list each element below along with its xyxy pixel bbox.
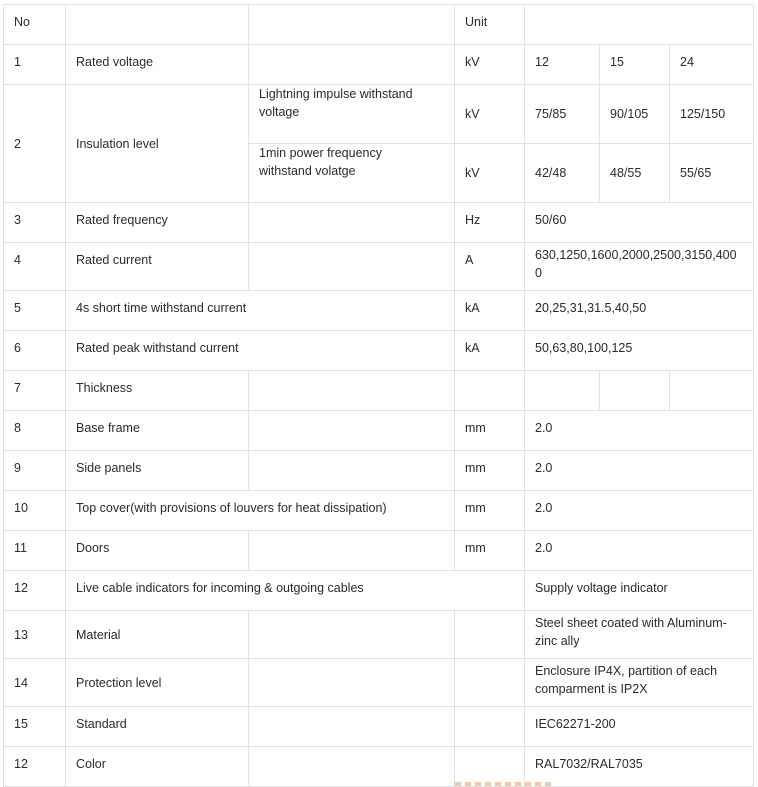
table-row: [4, 659, 754, 707]
row-no: 11: [4, 531, 66, 571]
row-unit: kA: [455, 291, 525, 331]
subitem-label-line2: withstand volatge: [259, 164, 356, 178]
row-value: 2.0: [525, 531, 754, 571]
row-item: 4s short time withstand current: [66, 291, 455, 331]
row-no: 10: [4, 491, 66, 531]
header-unit: Unit: [455, 5, 525, 45]
row-no: 15: [4, 707, 66, 747]
row-item: Side panels: [66, 451, 249, 491]
row-no: 8: [4, 411, 66, 451]
row-unit: [455, 371, 525, 411]
row-item: Standard: [66, 707, 249, 747]
row-no: 7: [4, 371, 66, 411]
header-values: [525, 5, 754, 45]
row-item: Color: [66, 747, 249, 787]
row-unit: kV: [455, 45, 525, 85]
row-item: Base frame: [66, 411, 249, 451]
header-item: [66, 5, 249, 45]
table-row: [4, 531, 754, 571]
table-header-row: [4, 5, 754, 45]
table-row: [4, 707, 754, 747]
row-no: 4: [4, 243, 66, 291]
table-row: [4, 411, 754, 451]
subitem-label-line1: 1min power frequency: [259, 146, 382, 160]
row-no: 12: [4, 747, 66, 787]
table-row: [4, 611, 754, 659]
row-value-24kv: [670, 371, 754, 411]
row-subitem: [249, 747, 455, 787]
table-row: [4, 45, 754, 85]
table-row: [4, 85, 754, 144]
subitem-label-line1: Lightning impulse withstand: [259, 87, 413, 101]
row-value-15kv: 15: [600, 45, 670, 85]
row-subitem: [249, 451, 455, 491]
row-item: Rated current: [66, 243, 249, 291]
row-no: 5: [4, 291, 66, 331]
row-value-12kv: 42/48: [525, 144, 600, 203]
row-unit: kV: [455, 144, 525, 203]
row-value: Supply voltage indicator: [525, 571, 754, 611]
row-no: 1: [4, 45, 66, 85]
row-value-15kv: 90/105: [600, 85, 670, 144]
row-value-12kv: 75/85: [525, 85, 600, 144]
row-unit: mm: [455, 491, 525, 531]
row-no: 2: [4, 85, 66, 203]
row-subitem: [249, 411, 455, 451]
header-subitem: [249, 5, 455, 45]
row-unit: A: [455, 243, 525, 291]
row-subitem: [249, 144, 455, 203]
row-value: 20,25,31,31.5,40,50: [525, 291, 754, 331]
table-row: [4, 747, 754, 787]
row-unit: mm: [455, 451, 525, 491]
row-value-24kv: 55/65: [670, 144, 754, 203]
table-row: [4, 371, 754, 411]
row-no: 12: [4, 571, 66, 611]
row-value: 630,1250,1600,2000,2500,3150,4000: [525, 243, 754, 291]
row-value-15kv: [600, 371, 670, 411]
row-no: 13: [4, 611, 66, 659]
row-value: 50,63,80,100,125: [525, 331, 754, 371]
row-value: 50/60: [525, 203, 754, 243]
row-unit: mm: [455, 531, 525, 571]
row-unit: mm: [455, 411, 525, 451]
row-value-24kv: 125/150: [670, 85, 754, 144]
row-item: Doors: [66, 531, 249, 571]
row-value: 2.0: [525, 411, 754, 451]
table-row: [4, 203, 754, 243]
table-row: [4, 243, 754, 291]
row-item: Live cable indicators for incoming & outgoing cables: [66, 571, 525, 611]
row-value-12kv: [525, 371, 600, 411]
row-subitem: [249, 243, 455, 291]
row-item: Rated voltage: [66, 45, 249, 85]
row-subitem: [249, 203, 455, 243]
row-unit: [455, 707, 525, 747]
row-item: Thickness: [66, 371, 249, 411]
row-value: 2.0: [525, 451, 754, 491]
table-row: [4, 571, 754, 611]
row-value: IEC62271-200: [525, 707, 754, 747]
row-value-12kv: 12: [525, 45, 600, 85]
cropped-link-fragment: [455, 782, 555, 786]
row-value: 2.0: [525, 491, 754, 531]
row-subitem: [249, 611, 455, 659]
subitem-label-line2: voltage: [259, 105, 300, 119]
table-row: [4, 451, 754, 491]
row-unit: Hz: [455, 203, 525, 243]
row-no: 14: [4, 659, 66, 707]
row-value-15kv: 48/55: [600, 144, 670, 203]
row-subitem: [249, 531, 455, 571]
row-value: Steel sheet coated with Aluminum-zinc ally: [525, 611, 754, 659]
row-unit: [455, 747, 525, 787]
table-row: [4, 291, 754, 331]
row-unit: kA: [455, 331, 525, 371]
table-row: [4, 491, 754, 531]
table-row: [4, 331, 754, 371]
row-item: Rated peak withstand current: [66, 331, 455, 371]
row-unit: [455, 611, 525, 659]
specification-table: [3, 4, 754, 787]
row-item: Rated frequency: [66, 203, 249, 243]
header-no: No: [4, 5, 66, 45]
row-unit: [455, 659, 525, 707]
row-subitem: [249, 707, 455, 747]
row-subitem: [249, 85, 455, 144]
row-subitem: [249, 45, 455, 85]
row-subitem: [249, 371, 455, 411]
row-subitem: [249, 659, 455, 707]
row-item: Top cover(with provisions of louvers for heat dissipation): [66, 491, 455, 531]
row-item: Material: [66, 611, 249, 659]
row-no: 3: [4, 203, 66, 243]
row-no: 9: [4, 451, 66, 491]
row-no: 6: [4, 331, 66, 371]
row-unit: kV: [455, 85, 525, 144]
row-item: Protection level: [66, 659, 249, 707]
row-value: Enclosure IP4X, partition of each comparment is IP2X: [525, 659, 754, 707]
row-value-24kv: 24: [670, 45, 754, 85]
row-item: Insulation level: [66, 85, 249, 203]
row-value: RAL7032/RAL7035: [525, 747, 754, 787]
